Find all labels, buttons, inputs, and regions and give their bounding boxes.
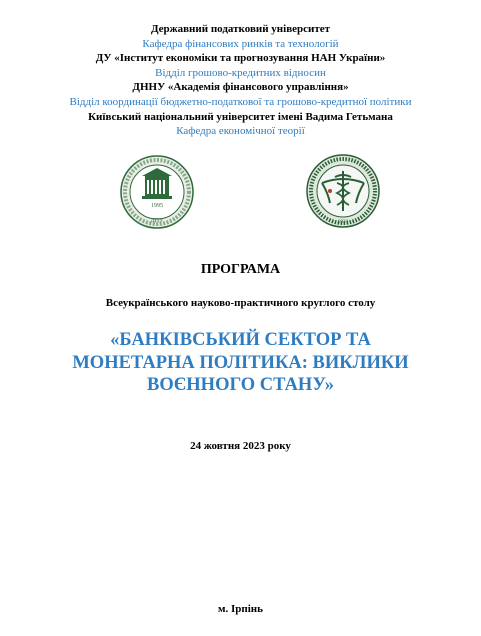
event-title-line: МОНЕТАРНА ПОЛІТИКА: ВИКЛИКИ <box>72 352 409 373</box>
university-seal-building-icon <box>120 154 194 230</box>
organizations-header <box>0 22 481 139</box>
org-department: Кафедра економічної теорії <box>176 125 305 138</box>
event-title-line: ВОЄННОГО СТАНУ» <box>147 375 334 395</box>
org-institute: ДУ «Інститут економіки та прогнозування НАН України» <box>95 52 386 65</box>
org-academy: ДННУ «Академія фінансового управління» <box>132 81 349 94</box>
caduceus-seal-icon <box>306 153 380 229</box>
org-kneu: Київський національний університет імені Вадима Гетьмана <box>88 110 393 123</box>
seal-year-right: 1921 <box>337 219 349 225</box>
event-city: м. Ірпінь <box>218 603 263 615</box>
event-type: Всеукраїнського науково-практичного круглого столу <box>105 297 376 309</box>
org-department: Відділ координації бюджетно-податкової та грошово-кредитної політики <box>69 95 412 108</box>
event-date: 24 жовтня 2023 року <box>190 440 291 452</box>
seal-year-left: 1995 <box>151 203 163 209</box>
org-department: Кафедра фінансових ринків та технологій <box>142 37 339 50</box>
program-title: ПРОГРАМА <box>200 262 281 277</box>
event-title <box>0 329 481 397</box>
org-university: Державний податковий університет <box>150 23 331 35</box>
seal-abbr-left: ДПУ <box>150 218 164 224</box>
event-title-line: «БАНКІВСЬКИЙ СЕКТОР ТА <box>110 330 371 350</box>
org-department: Відділ грошово-кредитних відносин <box>155 66 326 79</box>
